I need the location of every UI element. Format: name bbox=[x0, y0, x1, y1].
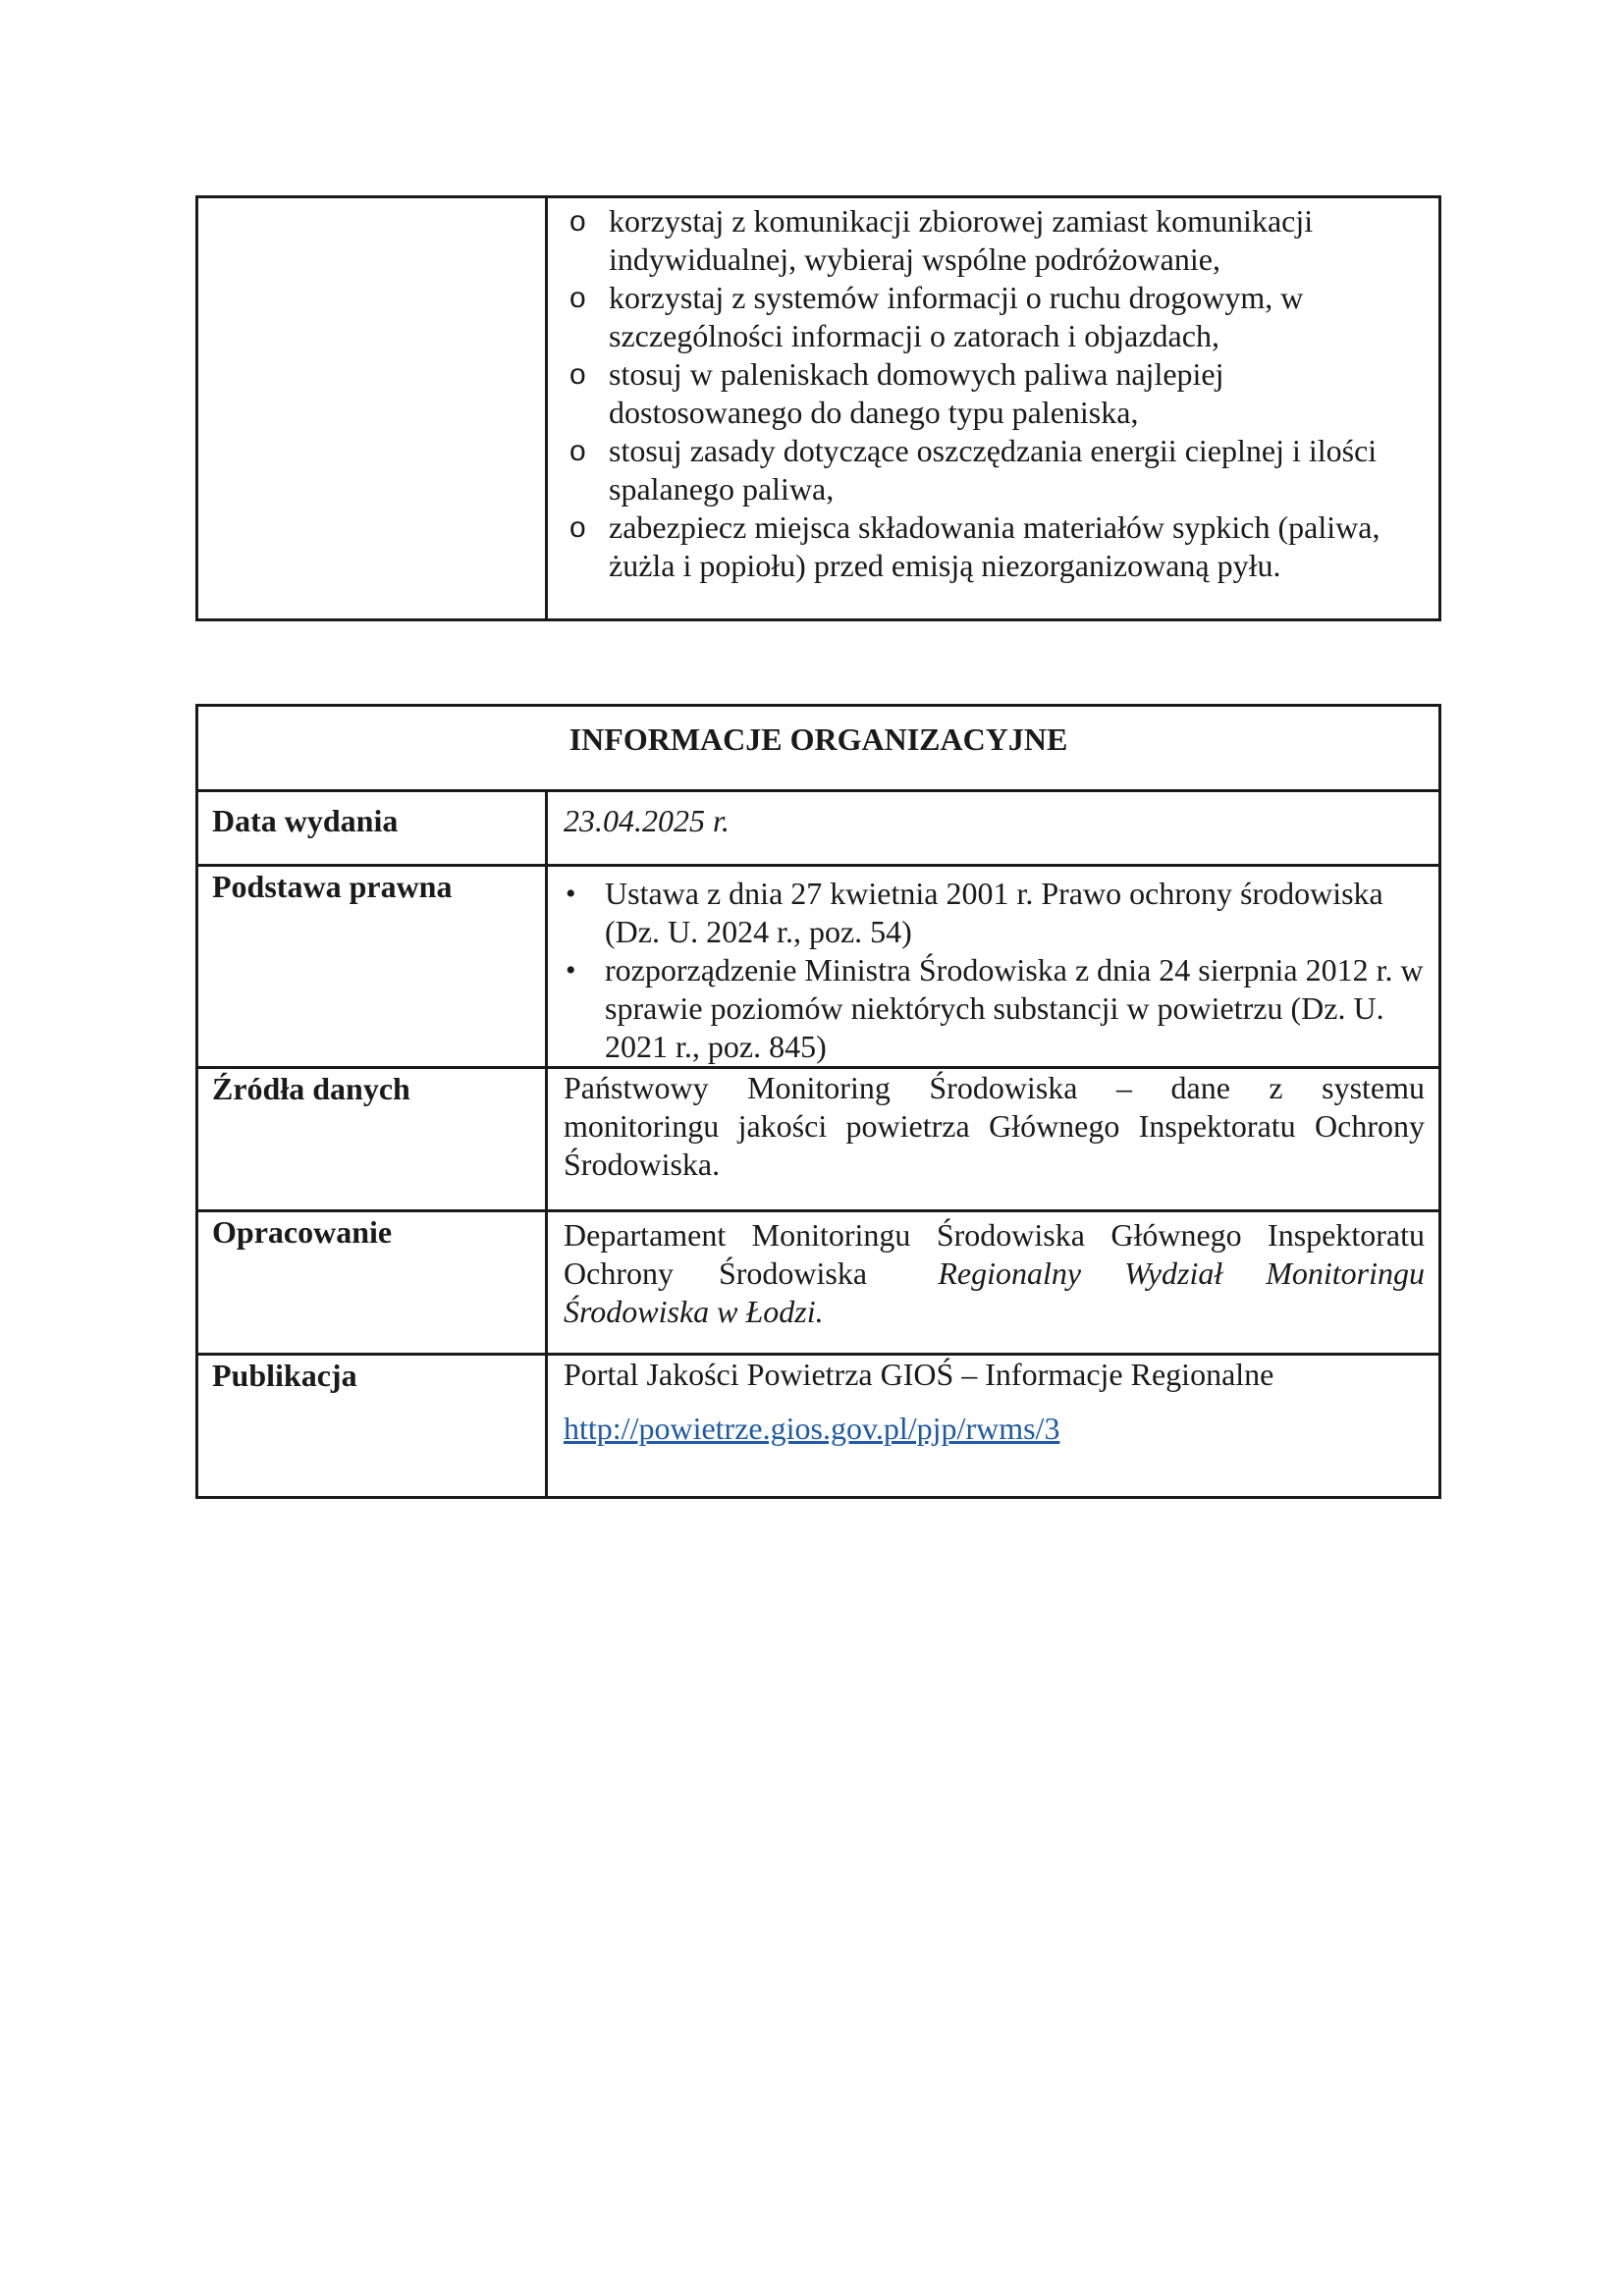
list-item: • Ustawa z dnia 27 kwietnia 2001 r. Prawo ochrony środowiska (Dz. U. 2024 r., poz. 54) bbox=[566, 876, 1383, 949]
organizational-info-table bbox=[195, 704, 1441, 1499]
circle-bullet-icon: o bbox=[569, 358, 586, 391]
list-item: o stosuj zasady dotyczące oszczędzania energii cieplnej i ilości spalanego paliwa, bbox=[569, 433, 1378, 507]
list-item: o zabezpiecz miejsca składowania materiałów sypkich (paliwa, żużla i popiołu) przed emisją niezorganizowaną pyłu. bbox=[569, 509, 1380, 583]
date-value: 23.04.2025 r. bbox=[547, 791, 1440, 866]
circle-bullet-icon: o bbox=[569, 282, 586, 314]
prepared-by-line: Ochrony Środowiska Regionalny Wydział Monitoringu bbox=[564, 1255, 1425, 1291]
data-sources-line: Środowiska. bbox=[564, 1147, 721, 1182]
table-heading: INFORMACJE ORGANIZACYJNE bbox=[197, 706, 1440, 791]
data-sources-cell bbox=[547, 1068, 1440, 1211]
legal-basis-label: Podstawa prawna bbox=[197, 866, 547, 1068]
list-item: o stosuj w paleniskach domowych paliwa najlepiej dostosowanego do danego typu paleniska, bbox=[569, 356, 1224, 430]
recommendations-table bbox=[195, 195, 1441, 621]
prepared-by-line: Departament Monitoringu Środowiska Głównego Inspektoratu bbox=[564, 1217, 1425, 1253]
prepared-by-line: Środowiska w Łodzi. bbox=[564, 1294, 824, 1329]
empty-cell bbox=[197, 197, 547, 620]
prepared-by-label: Opracowanie bbox=[197, 1211, 547, 1355]
list-item: • rozporządzenie Ministra Środowiska z dnia 24 sierpnia 2012 r. w sprawie poziomów niektórych substancji w powietrzu (Dz. U. 2021 r., poz. 845) bbox=[566, 952, 1424, 1064]
publication-cell bbox=[547, 1355, 1440, 1498]
list-item: o korzystaj z systemów informacji o ruchu drogowym, w szczególności informacji o zatorach i objazdach, bbox=[569, 280, 1304, 353]
data-sources-label: Źródła danych bbox=[197, 1068, 547, 1211]
legal-basis-cell bbox=[547, 866, 1440, 1068]
legal-basis-list bbox=[564, 875, 1427, 1066]
bullet-icon: • bbox=[566, 878, 576, 910]
circle-bullet-icon: o bbox=[569, 205, 586, 238]
date-label: Data wydania bbox=[197, 791, 547, 866]
bullet-icon: • bbox=[566, 954, 576, 987]
circle-bullet-icon: o bbox=[569, 511, 586, 544]
data-sources-line: Państwowy Monitoring Środowiska – dane z systemu bbox=[564, 1070, 1425, 1105]
prepared-by-cell bbox=[547, 1211, 1440, 1355]
circle-bullet-icon: o bbox=[569, 435, 586, 467]
publication-label: Publikacja bbox=[197, 1355, 547, 1498]
publication-link[interactable]: http://powietrze.gios.gov.pl/pjp/rwms/3 bbox=[564, 1411, 1060, 1446]
recommendation-list bbox=[569, 202, 1425, 585]
list-item: o korzystaj z komunikacji zbiorowej zamiast komunikacji indywidualnej, wybieraj wspólne podróżowanie, bbox=[569, 203, 1314, 277]
recommendations-cell bbox=[547, 197, 1440, 620]
publication-text: Portal Jakości Powietrza GIOŚ – Informacje Regionalne bbox=[564, 1357, 1274, 1392]
data-sources-line: monitoringu jakości powietrza Głównego Inspektoratu Ochrony bbox=[564, 1108, 1425, 1144]
